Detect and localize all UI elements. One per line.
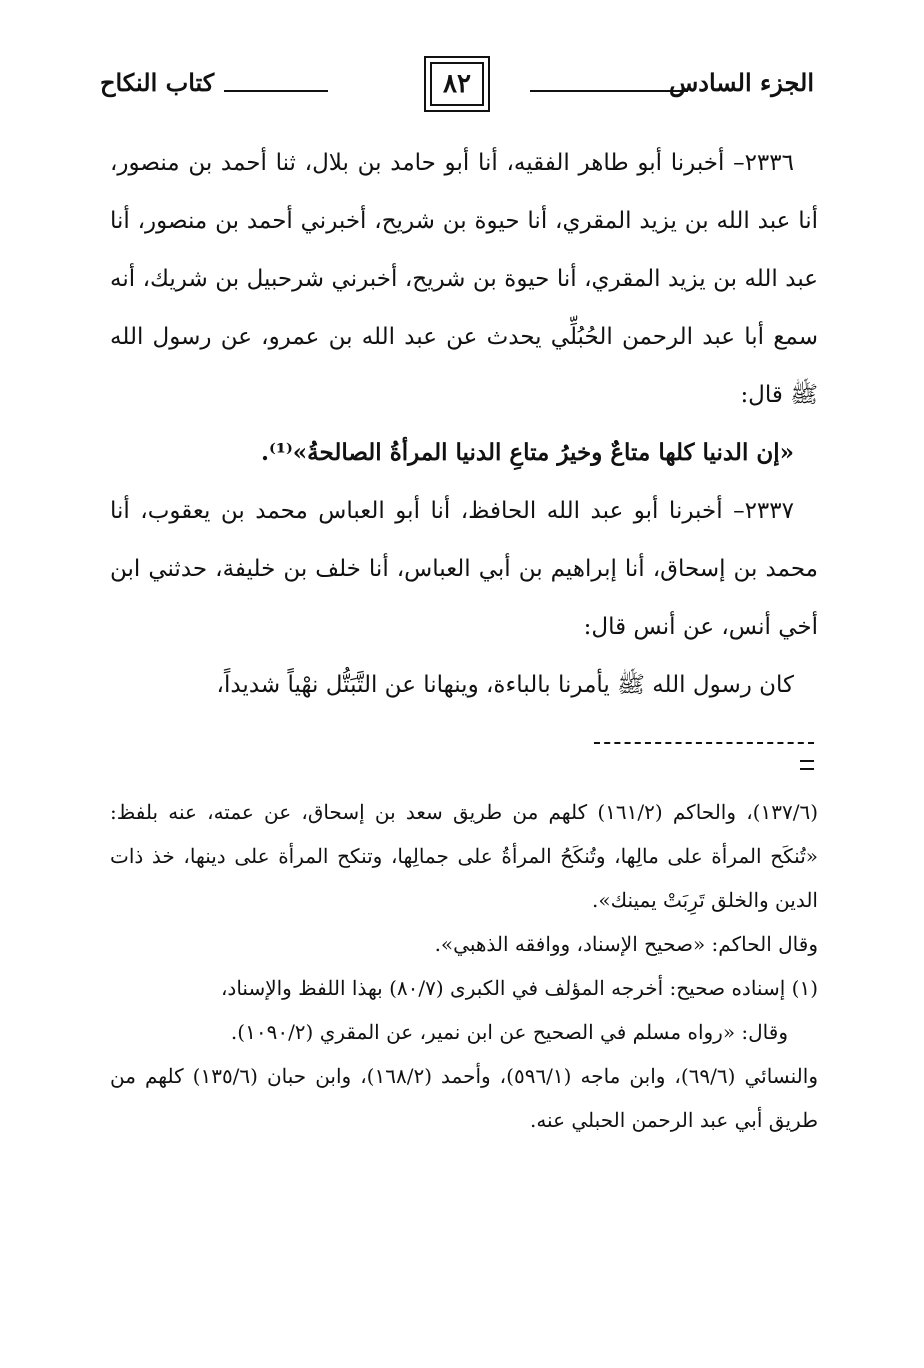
volume-title: الجزء السادس — [668, 68, 814, 97]
footnote-1-line-1: (١) إسناده صحيح: أخرجه المؤلف في الكبرى (٨٠/٧) بهذا اللفظ والإسناد، — [220, 976, 818, 1000]
footnotes — [110, 790, 818, 1142]
footnote-1-line-3: والنسائي (٦٩/٦)، وابن ماجه (٥٩٦/١)، وأحمد (١٦٨/٢)، وابن حبان (١٣٥/٦) كلهم من طريق أبي عبد الرحمن الحبلي عنه. — [110, 1064, 818, 1132]
book-title: كتاب النكاح — [100, 68, 215, 97]
footnote-separator — [594, 742, 814, 744]
page-number: ٨٢ — [430, 62, 484, 106]
running-header — [100, 62, 814, 112]
continuation-mark — [800, 760, 814, 770]
footnote-1-line-2: وقال: «رواه مسلم في الصحيح عن ابن نمير، عن المقري (١٠٩٠/٢). — [230, 1020, 788, 1044]
footnote-continuation-hakim: وقال الحاكم: «صحيح الإسناد، ووافقه الذهبي». — [434, 932, 818, 956]
footnote-continuation: (١٣٧/٦)، والحاكم (١٦١/٢) كلهم من طريق سعد بن إسحاق، عن عمته، عنه بلفظ: «تُنكَح المرأة على مالِها، وتُنكَحُ المرأةُ على جمالِها، وتنكح المرأة على دينها، خذ ذات الدين والخلق تَرِبَتْ يمينك». — [110, 800, 819, 912]
header-rule-right — [530, 90, 688, 92]
hadith-2336-matn: «إن الدنيا كلها متاعٌ وخيرُ متاعِ الدنيا المرأةُ الصالحةُ»⁽¹⁾. — [261, 439, 794, 466]
header-rule-left — [224, 90, 328, 92]
main-text — [110, 134, 818, 714]
hadith-2336-isnad: ٢٣٣٦– أخبرنا أبو طاهر الفقيه، أنا أبو حامد بن بلال، ثنا أحمد بن منصور، أنا عبد الله بن يزيد المقري، أنا حيوة بن شريح، أخبرني أحمد بن منصور، أنا عبد الله بن يزيد المقري، أنا حيوة بن شريح، أخبرني شرحبيل بن شريك، أنه سمع أبا عبد الرحمن الحُبُلِّي يحدث عن عبد الله بن عمرو، عن رسول الله ﷺ قال: — [110, 150, 818, 408]
hadith-2337-matn: كان رسول الله ﷺ يأمرنا بالباءة، وينهانا عن التَّبَتُّل نهْياً شديداً، — [216, 672, 794, 698]
hadith-2337-isnad: ٢٣٣٧– أخبرنا أبو عبد الله الحافظ، أنا أبو العباس محمد بن يعقوب، أنا محمد بن إسحاق، أنا إبراهيم بن أبي العباس، أنا خلف بن خليفة، حدثني ابن أخي أنس، عن أنس قال: — [110, 498, 818, 640]
